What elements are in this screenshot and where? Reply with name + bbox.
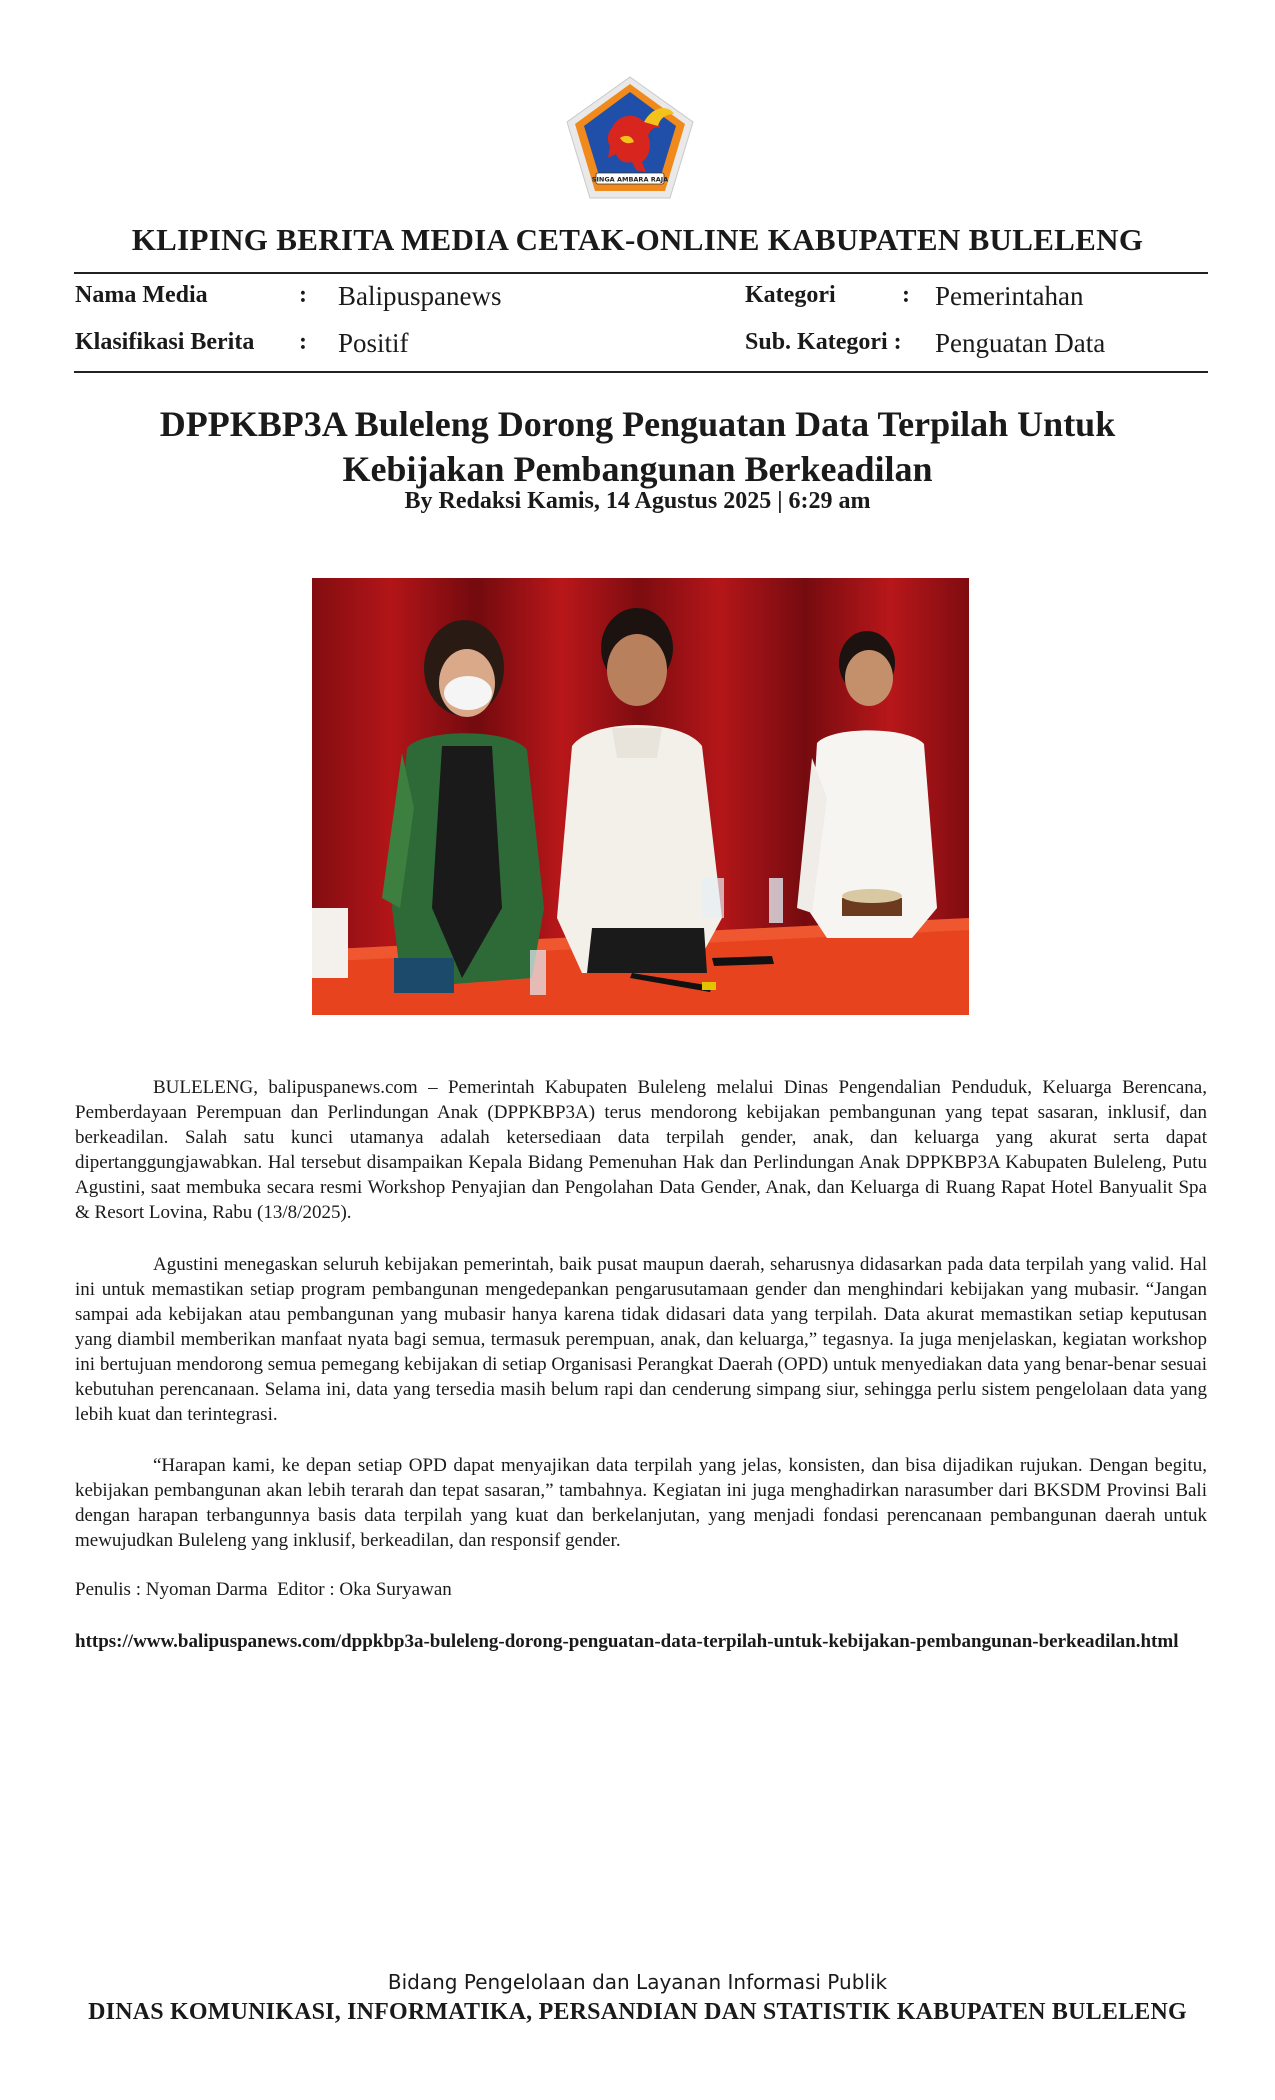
article-credit: Penulis : Nyoman Darma Editor : Oka Suryawan xyxy=(75,1579,452,1600)
meta-sub-kategori xyxy=(745,329,1205,363)
meta-nama-media xyxy=(75,282,635,316)
klasifikasi-label: Klasifikasi Berita xyxy=(75,329,255,355)
buleleng-coat-of-arms-logo xyxy=(562,74,698,202)
footer-title: DINAS KOMUNIKASI, INFORMATIKA, PERSANDIAN DAN STATISTIK KABUPATEN BULELENG xyxy=(88,1999,1187,2025)
nama-media-label: Nama Media xyxy=(75,282,208,308)
kategori-value: Pemerintahan xyxy=(935,281,1084,311)
paragraph-3-text: “Harapan kami, ke depan setiap OPD dapat menyajikan data terpilah yang jelas, konsisten, dan bisa dijadikan rujukan. Dengan begitu, kebijakan pembangunan akan lebih terarah dan tepat sasaran,” tambahnya. Kegiatan ini juga menghadirkan narasumber dari BKSDM Provinsi Bali dengan harapan terbangunnya basis data terpilah yang kuat dan berkelanjutan, yang menjadi fondasi perencanaan pembangunan daerah untuk mewujudkan Buleleng yang inklusif, berkeadilan, dan responsif gender. xyxy=(75,1455,1207,1551)
nama-media-colon: : xyxy=(299,282,307,308)
article-paragraph-2 xyxy=(75,1252,1207,1427)
kategori-colon: : xyxy=(902,282,910,308)
meta-kategori xyxy=(745,282,1205,316)
header-divider-top xyxy=(74,272,1208,274)
article-title: DPPKBP3A Buleleng Dorong Penguatan Data Terpilah Untuk Kebijakan Pembangunan Berkeadilan xyxy=(159,404,1116,489)
footer-subtitle: Bidang Pengelolaan dan Layanan Informasi Publik xyxy=(387,1970,888,1994)
sub-kategori-label: Sub. Kategori : xyxy=(745,329,902,355)
paragraph-2-text: Agustini menegaskan seluruh kebijakan pemerintah, baik pusat maupun daerah, seharusnya didasarkan pada data terpilah yang valid. Hal ini untuk memastikan setiap program pembangunan mengedepankan pengarusutamaan gender dan menghindari kebijakan yang mubasir. “Jangan sampai ada kebijakan atau pembangunan yang mubasir hanya karena tidak didasari data yang terpilah. Data akurat memastikan setiap keputusan yang diambil memberikan manfaat nyata bagi semua, termasuk perempuan, anak, dan keluarga,” tegasnya. Ia juga menjelaskan, kegiatan workshop ini bertujuan mendorong semua pemegang kebijakan di setiap Organisasi Perangkat Daerah (OPD) untuk menyediakan data yang benar-benar sesuai kebutuhan perencanaan. Selama ini, data yang tersedia masih belum rapi dan cenderung simpang siur, sehingga perlu sistem pengelolaan data yang lebih kuat dan terintegrasi. xyxy=(75,1254,1207,1425)
header-divider-bottom xyxy=(74,371,1208,373)
article-paragraph-1 xyxy=(75,1075,1207,1225)
article-photo xyxy=(312,578,969,1015)
klasifikasi-value: Positif xyxy=(338,328,409,358)
nama-media-value: Balipuspanews xyxy=(338,281,502,311)
article-byline: By Redaksi Kamis, 14 Agustus 2025 | 6:29 am xyxy=(404,488,871,514)
kliping-title: KLIPING BERITA MEDIA CETAK-ONLINE KABUPATEN BULELENG xyxy=(131,222,1144,257)
article-source-url[interactable]: https://www.balipuspanews.com/dppkbp3a-buleleng-dorong-penguatan-data-terpilah-untuk-kebijakan-pembangunan-berkeadilan.html xyxy=(75,1631,1179,1652)
logo-motto: SINGA AMBARA RAJA xyxy=(591,175,669,184)
article-paragraph-3 xyxy=(75,1453,1207,1553)
paragraph-1-text: BULELENG, balipuspanews.com – Pemerintah Kabupaten Buleleng melalui Dinas Pengendalian Penduduk, Keluarga Berencana, Pemberdayaan Perempuan dan Perlindungan Anak (DPPKBP3A) terus mendorong kebijakan pembangunan yang tepat sasaran, inklusif, dan berkeadilan. Salah satu kunci utamanya adalah ketersediaan data terpilah gender, anak, dan keluarga yang akurat serta dapat dipertanggungjawabkan. Hal tersebut disampaikan Kepala Bidang Pemenuhan Hak dan Perlindungan Anak DPPKBP3A Kabupaten Buleleng, Putu Agustini, saat membuka secara resmi Workshop Penyajian dan Pengolahan Data Gender, Anak, dan Keluarga di Ruang Rapat Hotel Banyualit Spa & Resort Lovina, Rabu (13/8/2025). xyxy=(75,1077,1207,1223)
klasifikasi-colon: : xyxy=(299,329,307,355)
meta-klasifikasi-berita xyxy=(75,329,635,363)
sub-kategori-value: Penguatan Data xyxy=(935,328,1106,358)
kategori-label: Kategori xyxy=(745,282,836,308)
